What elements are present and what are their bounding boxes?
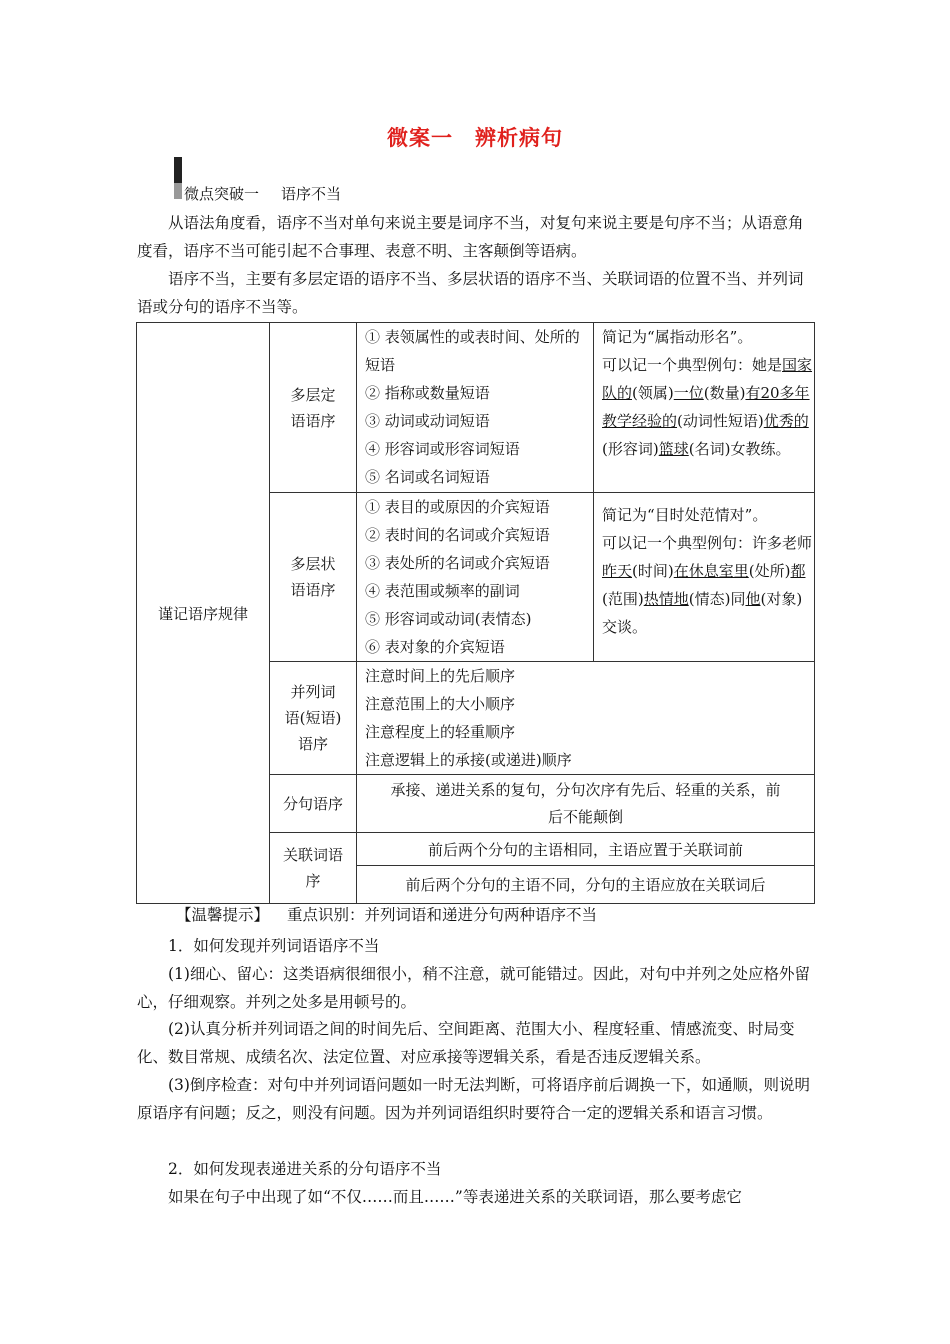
section-marker-light	[174, 183, 182, 199]
list-item: ① 表目的或原因的介宾短语	[365, 498, 550, 516]
parallel-items	[357, 662, 815, 775]
list-item: 注意程度上的轻重顺序	[365, 723, 516, 741]
list-item: 注意逻辑上的承接(或递进)顺序	[365, 751, 572, 769]
list-item: ⑥ 表对象的介宾短语	[365, 638, 505, 656]
conjunction-rule-2: 前后两个分句的主语不同，分句的主语应放在关联词后	[357, 866, 815, 904]
label-conjunction: 关联词语 序	[270, 833, 357, 904]
intro-paragraph-1: 从语法角度看，语序不当对单句来说主要是词序不当，对复句来说主要是句序不当；从语意角度看，语序不当可能引起不合事理、表意不明、主客颠倒等语病。	[137, 214, 804, 260]
list-item: ⑤ 形容词或动词(表情态)	[365, 610, 532, 628]
list-item: 注意时间上的先后顺序	[365, 667, 516, 685]
example-sentence: 可以记一个典型例句：许多老师昨天(时间)在休息室里(处所)都(范围)热情地(情态)同他(对象)交谈。	[602, 534, 813, 636]
category-cell: 谨记语序规律	[137, 323, 270, 904]
section-marker-dark	[174, 157, 182, 183]
page-title: 微案一 辨析病句	[387, 126, 563, 150]
intro-paragraph-2: 语序不当，主要有多层定语的语序不当、多层状语的语序不当、关联词语的位置不当、并列词语或分句的语序不当等。	[137, 270, 804, 316]
list-item: ① 表领属性的或表时间、处所的短语	[365, 328, 580, 374]
tip-heading	[176, 904, 597, 926]
example-sentence: 可以记一个典型例句：她是国家队的(领属)一位(数量)有20多年教学经验的(动词性短语)优秀的(形容词)篮球(名词)女教练。	[602, 356, 813, 458]
list-item: ④ 表范围或频率的副词	[365, 582, 520, 600]
adverbial-memo	[594, 493, 815, 662]
list-item: ③ 动词或动词短语	[365, 412, 490, 430]
section-heading	[184, 183, 341, 204]
tip-paragraph-4: (3)倒序检查：对句中并列词语问题如一时无法判断，可将语序前后调换一下，如通顺，则说明原语序有问题；反之，则没有问题。因为并列词语组织时要符合一定的逻辑关系和语言习惯。	[137, 1076, 810, 1122]
label-attributive: 多层定 语语序	[270, 323, 357, 493]
section-marker-bar	[174, 157, 182, 199]
attributive-items	[357, 323, 594, 493]
section-topic: 语序不当	[281, 185, 342, 203]
list-item: ⑤ 名词或名词短语	[365, 468, 490, 486]
label-clause: 分句语序	[270, 775, 357, 833]
list-item: ④ 形容词或形容词短语	[365, 440, 520, 458]
list-item: 注意范围上的大小顺序	[365, 695, 516, 713]
memo-text: 简记为“目时处范情对”。	[602, 506, 768, 524]
tip-paragraph-5: 2．如何发现表递进关系的分句语序不当	[168, 1160, 442, 1178]
section-label: 微点突破一	[184, 185, 260, 203]
attributive-memo	[594, 323, 815, 493]
tip-paragraph-3: (2)认真分析并列词语之间的时间先后、空间距离、范围大小、程度轻重、情感流变、时局变化、数目常规、成绩名次、法定位置、对应承接等逻辑关系，看是否违反逻辑关系。	[137, 1020, 795, 1066]
row-attributive	[137, 323, 815, 493]
tip-title: 重点识别：并列词语和递进分句两种语序不当	[287, 906, 598, 924]
tip-paragraph-6: 如果在句子中出现了如“不仅……而且……”等表递进关系的关联词语，那么要考虑它	[168, 1188, 742, 1206]
memo-text: 简记为“属指动形名”。	[602, 328, 753, 346]
list-item: ③ 表处所的名词或介宾短语	[365, 554, 550, 572]
clause-text: 承接、递进关系的复句，分句次序有先后、轻重的关系，前 后不能颠倒	[357, 775, 815, 833]
label-adverbial: 多层状 语语序	[270, 493, 357, 662]
tip-paragraph-1: 1．如何发现并列词语语序不当	[168, 937, 380, 955]
conjunction-rule-1: 前后两个分句的主语相同，主语应置于关联词前	[357, 833, 815, 866]
tip-label: 【温馨提示】	[176, 906, 270, 924]
adverbial-items	[357, 493, 594, 662]
list-item: ② 指称或数量短语	[365, 384, 490, 402]
word-order-rules-table	[136, 322, 815, 904]
list-item: ② 表时间的名词或介宾短语	[365, 526, 550, 544]
label-parallel: 并列词 语(短语) 语序	[270, 662, 357, 775]
tip-paragraph-2: (1)细心、留心：这类语病很细很小，稍不注意，就可能错过。因此，对句中并列之处应格外留心，仔细观察。并列之处多是用顿号的。	[137, 965, 810, 1011]
